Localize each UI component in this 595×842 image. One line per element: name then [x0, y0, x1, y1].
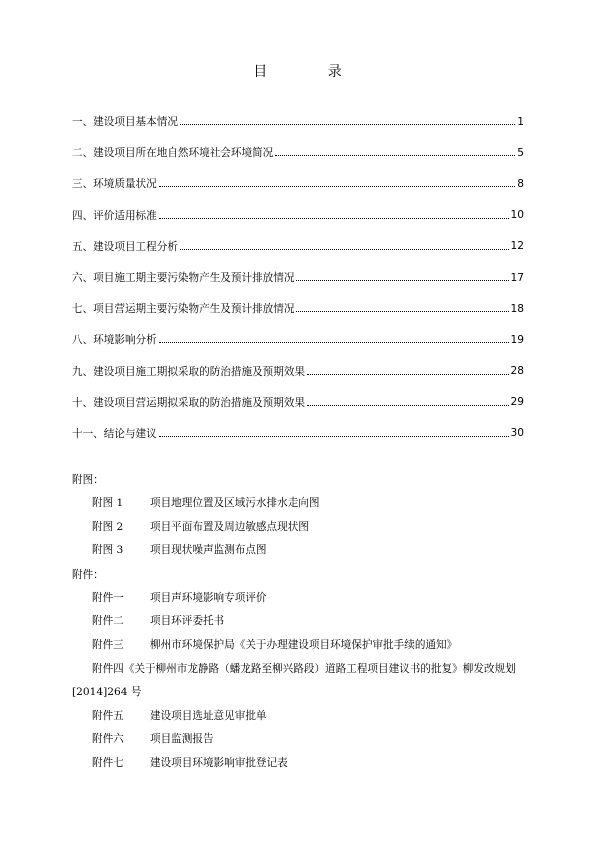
- toc-page-number: 28: [510, 365, 524, 378]
- toc-entry[interactable]: [72, 231, 524, 262]
- toc-label: 九、建设项目施工期拟采取的防治措施及预期效果: [72, 365, 306, 378]
- figure-name: 附图 2: [92, 520, 124, 533]
- attachment-name: 附件六: [92, 733, 124, 746]
- toc-entry[interactable]: [72, 262, 524, 293]
- attachment-text: 项目环评委托书: [150, 615, 225, 628]
- table-of-contents: [72, 106, 524, 449]
- figure-item: [72, 516, 524, 540]
- toc-entry[interactable]: [72, 387, 524, 418]
- toc-label: 十、建设项目营运期拟采取的防治措施及预期效果: [72, 396, 306, 409]
- attachment-item: [72, 752, 524, 776]
- page-title: 目 录: [253, 64, 370, 80]
- toc-leader: [180, 249, 509, 250]
- attachment-name: 附件一: [92, 591, 124, 604]
- toc-page-number: 19: [510, 333, 524, 346]
- attachment-text: 柳州市环境保护局《关于办理建设项目环境保护审批手续的通知》: [150, 638, 458, 651]
- toc-leader: [307, 405, 508, 406]
- toc-leader: [307, 374, 508, 375]
- toc-entry[interactable]: [72, 356, 524, 387]
- toc-label: 一、建设项目基本情况: [72, 116, 178, 129]
- attachment-item: [72, 610, 524, 634]
- toc-leader: [159, 436, 509, 437]
- attachments-heading: 附件：: [72, 568, 104, 581]
- toc-label: 七、项目营运期主要污染物产生及预计排放情况: [72, 303, 295, 316]
- figure-text: 项目平面布置及周边敏感点现状图: [150, 520, 309, 533]
- toc-entry[interactable]: [72, 168, 524, 199]
- attachment-text: 建设项目选址意见审批单: [150, 709, 267, 722]
- attachment-item: [72, 705, 524, 729]
- toc-leader: [180, 124, 515, 125]
- toc-label: 六、项目施工期主要污染物产生及预计排放情况: [72, 272, 295, 285]
- attachment-text: 《关于柳州市龙静路（蟠龙路至柳兴路段）道路工程项目建议书的批复》柳发改规划[2014]264 号: [72, 662, 516, 699]
- toc-page-number: 10: [510, 209, 524, 222]
- toc-page-number: 12: [510, 240, 524, 253]
- attachment-item: [72, 634, 524, 658]
- toc-leader: [159, 218, 509, 219]
- toc-leader: [275, 155, 515, 156]
- figure-text: 项目现状噪声监测布点图: [150, 544, 267, 557]
- toc-page-number: 5: [517, 146, 524, 159]
- toc-leader: [296, 280, 508, 281]
- toc-label: 三、环境质量状况: [72, 178, 157, 191]
- toc-label: 四、评价适用标准: [72, 209, 157, 222]
- toc-entry[interactable]: [72, 106, 524, 137]
- attachment-item: [72, 658, 524, 705]
- toc-entry[interactable]: [72, 200, 524, 231]
- toc-label: 十一、结论与建议: [72, 427, 157, 440]
- attachment-text: 建设项目环境影响审批登记表: [150, 756, 288, 769]
- toc-entry[interactable]: [72, 137, 524, 168]
- attachment-name: 附件七: [92, 756, 124, 769]
- attachment-name: 附件二: [92, 615, 124, 628]
- toc-page-number: 30: [510, 427, 524, 440]
- toc-leader: [296, 311, 508, 312]
- toc-page-number: 8: [517, 177, 524, 190]
- toc-label: 八、环境影响分析: [72, 334, 157, 347]
- figures-section: [72, 468, 524, 776]
- toc-label: 二、建设项目所在地自然环境社会环境简况: [72, 147, 274, 160]
- attachment-name: 附件三: [92, 638, 124, 651]
- attachment-item: [72, 728, 524, 752]
- toc-entry[interactable]: [72, 418, 524, 449]
- toc-entry[interactable]: [72, 293, 524, 324]
- toc-page-number: 1: [517, 115, 524, 128]
- toc-page-number: 18: [510, 302, 524, 315]
- toc-leader: [159, 342, 509, 343]
- figure-text: 项目地理位置及区域污水排水走向图: [150, 497, 320, 509]
- toc-leader: [159, 186, 516, 187]
- attachment-name: 附件四: [92, 662, 124, 675]
- figure-name: 附图 1: [92, 497, 124, 509]
- toc-entry[interactable]: [72, 324, 524, 355]
- figures-heading: 附图：: [72, 474, 104, 486]
- attachment-text: 项目监测报告: [150, 733, 214, 746]
- toc-label: 五、建设项目工程分析: [72, 240, 178, 253]
- figure-item: [72, 539, 524, 563]
- toc-page-number: 17: [510, 271, 524, 284]
- attachment-name: 附件五: [92, 709, 124, 722]
- toc-page-number: 29: [510, 396, 524, 409]
- figure-name: 附图 3: [92, 544, 124, 557]
- attachment-item: [72, 587, 524, 611]
- figure-item: [72, 492, 524, 516]
- attachment-text: 项目声环境影响专项评价: [150, 591, 267, 604]
